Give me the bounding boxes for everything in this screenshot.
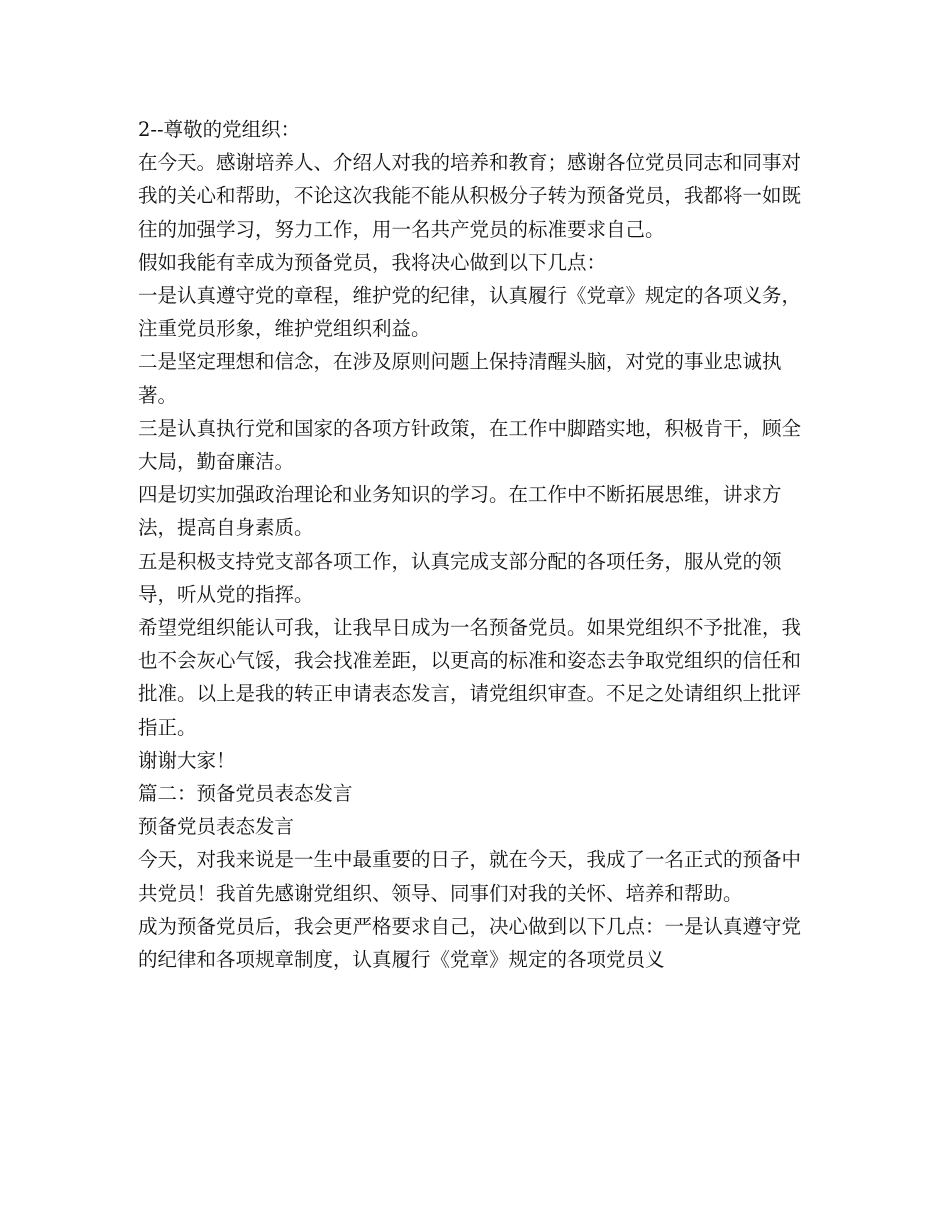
paragraph: 谢谢大家！ [138, 748, 236, 772]
paragraph: 2--尊敬的党组织： [138, 118, 301, 141]
paragraph: 假如我能有幸成为预备党员，我将决心做到以下几点： [138, 250, 607, 274]
paragraph: 五是积极支持党支部各项工作，认真完成支部分配的各项任务，服从党的领导，听从党的指挥。 [138, 549, 782, 606]
paragraph: 三是认真执行党和国家的各项方针政策，在工作中脚踏实地，积极肯干，顾全大局，勤奋廉洁。 [138, 416, 802, 474]
paragraph: 预备党员表态发言 [138, 815, 295, 839]
paragraph: 四是切实加强政治理论和业务知识的学习。在工作中不断拓展思维，讲求方法，提高自身素质。 [138, 483, 782, 540]
paragraph: 成为预备党员后，我会更严格要求自己，决心做到以下几点：一是认真遵守党的纪律和各项规章制度，认真履行《党章》规定的各项党员义 [138, 914, 802, 972]
paragraph: 二是坚定理想和信念，在涉及原则问题上保持清醒头脑，对党的事业忠诚执著。 [138, 350, 782, 407]
document-body [138, 113, 818, 976]
paragraph: 一是认真遵守党的章程，维护党的纪律，认真履行《党章》规定的各项义务，注重党员形象，维护党组织利益。 [138, 284, 802, 341]
paragraph: 希望党组织能认可我，让我早日成为一名预备党员。如果党组织不予批准，我也不会灰心气馁，我会找准差距，以更高的标准和姿态去争取党组织的信任和批准。以上是我的转正申请表态发言，请党组织审查。不足之处请组织上批评指正。 [138, 616, 802, 739]
paragraph: 在今天。感谢培养人、介绍人对我的培养和教育；感谢各位党员同志和同事对我的关心和帮助，不论这次我能不能从积极分子转为预备党员，我都将一如既往的加强学习，努力工作，用一名共产党员的标准要求自己。 [138, 151, 802, 241]
paragraph: 今天，对我来说是一生中最重要的日子，就在今天，我成了一名正式的预备中共党员！我首先感谢党组织、领导、同事们对我的关怀、培养和帮助。 [138, 848, 802, 905]
section-heading: 篇二：预备党员表态发言 [138, 782, 353, 806]
